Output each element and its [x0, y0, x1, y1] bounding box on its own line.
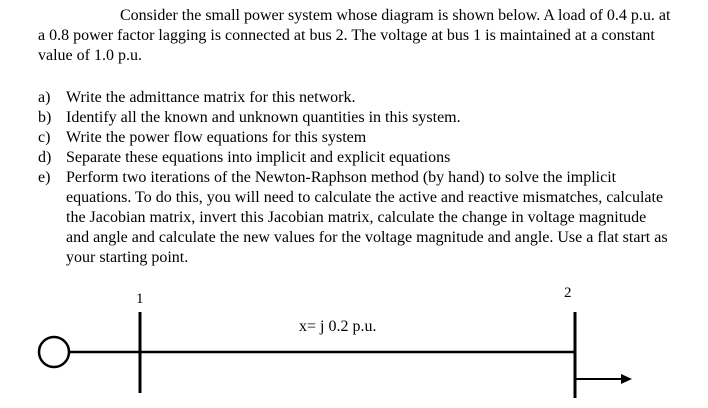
problem-intro: Consider the small power system whose diagram is shown below. A load of 0.4 p.u. at a 0.8 power factor lagging is connected at bus 2. The voltage at bus 1 is maintained at a constant value of 1.0 p.u. [38, 7, 671, 64]
question-label: b) [38, 109, 52, 126]
question-text: Perform two iterations of the Newton-Raphson method (by hand) to solve the implicit equations. To do this, you will need to calculate the active and reactive mismatches, calculate the Jacobian matrix, invert this Jacobian matrix, calculate the change in voltage magnitude and angle and calculate the new values for the voltage magnitude and angle. Use a flat start as your starting point. [66, 169, 668, 266]
question-label: e) [38, 169, 51, 186]
question-text: Write the admittance matrix for this network. [66, 89, 356, 106]
bus-1-label: 1 [136, 291, 144, 307]
question-text: Separate these equations into implicit and explicit equations [66, 149, 451, 166]
question-text: Identify all the known and unknown quantities in this system. [66, 109, 461, 126]
load-arrow-icon [575, 374, 632, 384]
question-text: Write the power flow equations for this system [66, 129, 367, 146]
question-label: a) [38, 89, 51, 106]
bus-2-label: 2 [564, 285, 572, 301]
question-label: c) [38, 129, 51, 146]
line-impedance-label: x= j 0.2 p.u. [299, 318, 377, 335]
generator-circle-icon [39, 337, 69, 367]
question-label: d) [38, 149, 52, 166]
